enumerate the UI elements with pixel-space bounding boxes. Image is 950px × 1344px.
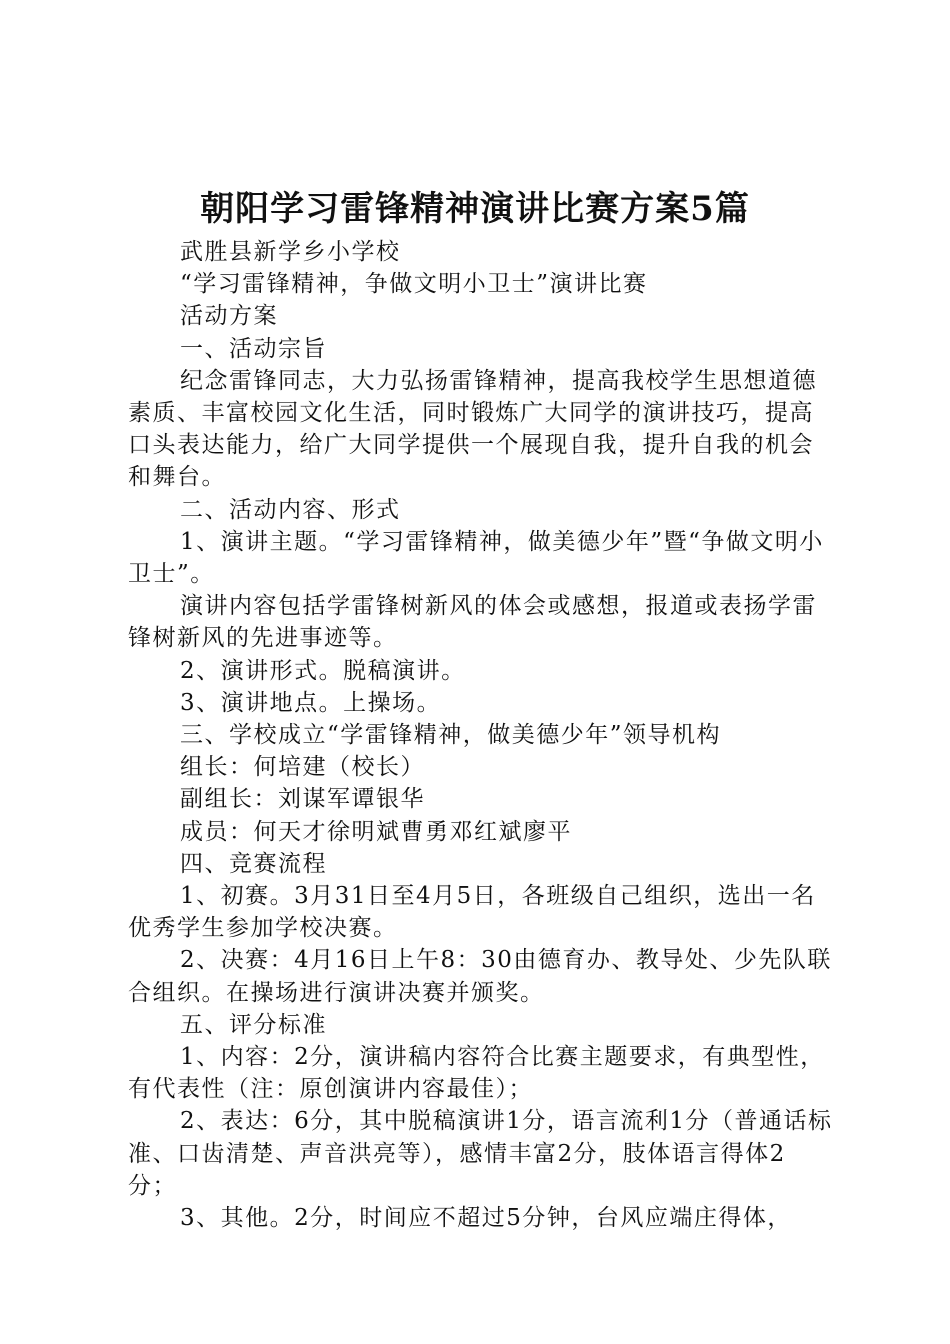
paragraph-plan-label: 活动方案 xyxy=(180,303,278,330)
paragraph-deputy-leader: 副组长：刘谋军谭银华 xyxy=(180,786,425,813)
paragraph-purpose: 纪念雷锋同志，大力弘扬雷锋精神，提高我校学生思想道德素质、丰富校园文化生活，同时锻炼广大同学的演讲技巧，提高口头表达能力，给广大同学提供一个展现自我，提升自我的机会和舞台。 xyxy=(128,367,817,491)
document-title: 朝阳学习雷锋精神演讲比赛方案5篇 xyxy=(200,189,750,229)
paragraph-score-other: 3、其他。2分，时间应不超过5分钟，台风应端庄得体， xyxy=(180,1205,792,1232)
section-heading-scoring: 五、评分标准 xyxy=(180,1011,327,1038)
paragraph-speech-content: 演讲内容包括学雷锋树新风的体会或感想，报道或表扬学雷锋树新风的先进事迹等。 xyxy=(128,593,817,652)
paragraph-speech-form: 2、演讲形式。脱稿演讲。 xyxy=(180,657,466,684)
section-heading-leadership: 三、学校成立“学雷锋精神，做美德少年”领导机构 xyxy=(180,722,722,749)
paragraph-members: 成员：何天才徐明斌曹勇邓红斌廖平 xyxy=(180,818,572,845)
paragraph-theme: 1、演讲主题。“学习雷锋精神，做美德少年”暨“争做文明小卫士”。 xyxy=(128,528,824,588)
paragraph-score-expression: 2、表达：6分，其中脱稿演讲1分，语言流利1分（普通话标准、口齿清楚、声音洪亮等），感情丰富2分，肢体语言得体2分； xyxy=(128,1108,833,1199)
section-heading-purpose: 一、活动宗旨 xyxy=(180,335,327,362)
section-heading-content: 二、活动内容、形式 xyxy=(180,496,401,523)
document-body xyxy=(128,236,834,1234)
paragraph-final: 2、决赛：4月16日上午8：30由德育办、教导处、少先队联合组织。在操场进行演讲决赛并颁奖。 xyxy=(128,947,832,1006)
paragraph-score-content: 1、内容：2分，演讲稿内容符合比赛主题要求，有典型性，有代表性（注：原创演讲内容最佳）； xyxy=(128,1044,825,1103)
paragraph-speech-location: 3、演讲地点。上操场。 xyxy=(180,689,442,716)
paragraph-leader: 组长：何培建（校长） xyxy=(180,754,425,781)
paragraph-contest-name: “学习雷锋精神，争做文明小卫士”演讲比赛 xyxy=(180,271,648,298)
section-heading-process: 四、竞赛流程 xyxy=(180,850,327,877)
paragraph-school-name: 武胜县新学乡小学校 xyxy=(180,239,401,265)
paragraph-preliminary: 1、初赛。3月31日至4月5日，各班级自己组织，选出一名优秀学生参加学校决赛。 xyxy=(128,883,816,942)
